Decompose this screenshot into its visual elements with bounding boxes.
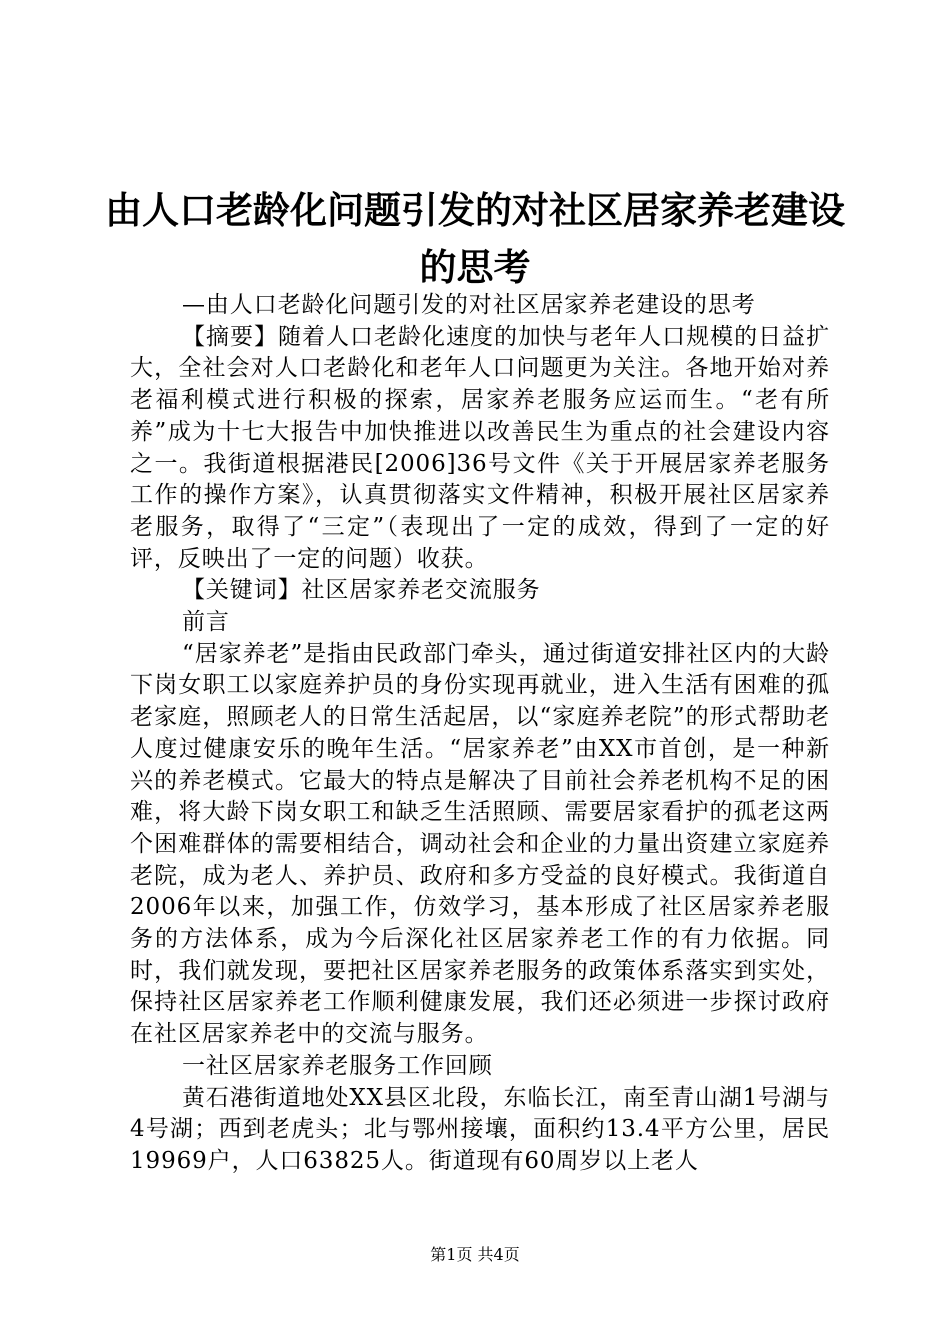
abstract-paragraph: 【摘要】随着人口老龄化速度的加快与老年人口规模的日益扩大，全社会对人口老龄化和老年人口问题更为关注。各地开始对养老福利模式进行积极的探索，居家养老服务应运而生。“老有所养”成为十七大报告中加快推进以改善民生为重点的社会建设内容之一。我街道根据港民[2006]36号文件《关于开展居家养老服务工作的操作方案》，认真贯彻落实文件精神，积极开展社区居家养老服务，取得了“三定”（表现出了一定的成效，得到了一定的好评，反映出了一定的问题）收获。	[130, 323, 830, 572]
keywords-paragraph: 【关键词】社区居家养老交流服务	[182, 577, 541, 604]
page-footer	[0, 1245, 950, 1265]
subtitle-paragraph: —由人口老龄化问题引发的对社区居家养老建设的思考	[182, 292, 756, 318]
section-heading-preface: 前言	[182, 609, 230, 636]
page-total: 共4页	[477, 1245, 520, 1264]
document-title-line-1: 由人口老龄化问题引发的对社区居家养老建设	[105, 188, 845, 232]
document-body	[130, 290, 830, 1178]
section-heading-review: 一社区居家养老服务工作回顾	[182, 1052, 493, 1079]
page-number: 第1页	[430, 1245, 473, 1264]
preface-paragraph: “居家养老”是指由民政部门牵头，通过街道安排社区内的大龄下岗女职工以家庭养护员的身份实现再就业，进入生活有困难的孤老家庭，照顾老人的日常生活起居，以“家庭养老院”的形式帮助老人度过健康安乐的晚年生活。“居家养老”由XX市首创，是一种新兴的养老模式。它最大的特点是解决了目前社会养老机构不足的困难，将大龄下岗女职工和缺乏生活照顾、需要居家看护的孤老这两个困难群体的需要相结合，调动社会和企业的力量出资建立家庭养老院，成为老人、养护员、政府和多方受益的良好模式。我街道自2006年以来，加强工作，仿效学习，基本形成了社区居家养老服务的方法体系，成为今后深化社区居家养老工作的有力依据。同时，我们就发现，要把社区居家养老服务的政策体系落实到实处，保持社区居家养老工作顺利健康发展，我们还必须进一步探讨政府在社区居家养老中的交流与服务。	[130, 640, 830, 1048]
review-paragraph: 黄石港街道地处XX县区北段，东临长江，南至青山湖1号湖与4号湖；西到老虎头；北与鄂州接壤，面积约13.4平方公里，居民19969户，人口63825人。街道现有60周岁以上老人	[130, 1084, 830, 1174]
document-title-line-2: 的思考	[419, 245, 531, 289]
